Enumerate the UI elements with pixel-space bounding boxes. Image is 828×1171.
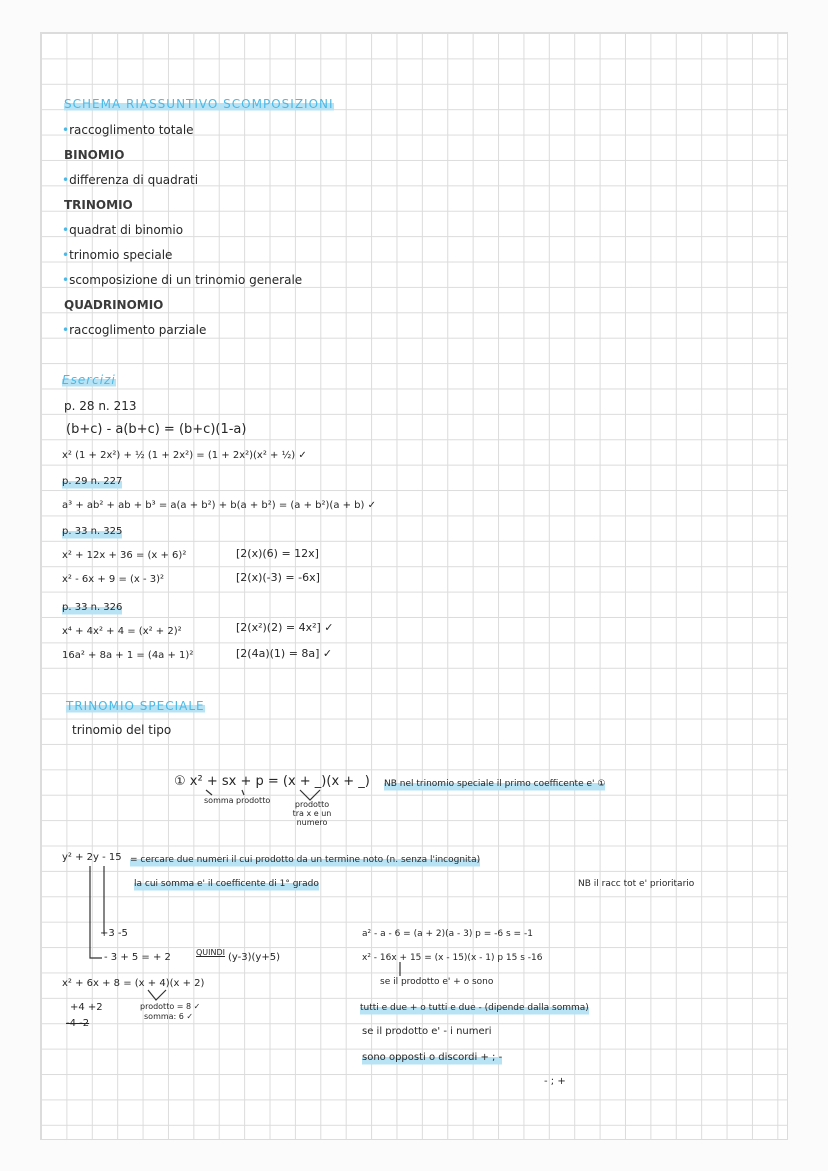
note-nb: NB nel trinomio speciale il primo coefficente e' ① — [384, 776, 605, 792]
exercise-check: [2(x)(6) = 12x] — [236, 547, 319, 560]
right-line: - ; + — [544, 1076, 566, 1087]
section-title: TRINOMIO SPECIALE — [66, 699, 205, 713]
quindi-label: QUINDI — [196, 948, 226, 957]
exercise-line: (b+c) - a(b+c) = (b+c)(1-a) — [66, 422, 247, 437]
right-line: tutti e due + o tutti e due - (dipende dalla somma) — [360, 1000, 589, 1016]
label-somma: somma — [204, 796, 234, 805]
right-line: se il prodotto e' - i numeri — [362, 1026, 492, 1037]
exercise-line: x² + 12x + 36 = (x + 6)² — [62, 550, 187, 561]
page-reference: p. 28 n. 213 — [64, 399, 137, 413]
pair-line: - 3 + 5 = + 2 — [104, 952, 171, 963]
page-reference: p. 33 n. 326 — [62, 600, 122, 616]
exercise-check: [2(x)(-3) = -6x] — [236, 571, 320, 584]
exercise-line: a³ + ab² + ab + b³ = a(a + b²) + b(a + b²) = (a + b²)(a + b) ✓ — [62, 500, 376, 511]
exercise-line: 16a² + 8a + 1 = (4a + 1)² — [62, 650, 194, 661]
exercise-line: x² - 6x + 9 = (x - 3)² — [62, 574, 165, 585]
formula: ① x² + sx + p = (x + _)(x + _) — [174, 774, 370, 789]
example-text: la cui somma e' il coefficente di 1° grado — [134, 876, 319, 892]
example-2-sum: somma: 6 ✓ — [144, 1012, 194, 1021]
section-label: QUADRINOMIO — [64, 298, 164, 312]
list-item: •trinomio speciale — [62, 248, 173, 262]
exercise-check: [2(4a)(1) = 8a] ✓ — [236, 647, 333, 660]
note-nb: NB il racc tot e' prioritario — [578, 879, 695, 889]
page-reference: p. 29 n. 227 — [62, 474, 122, 490]
subtitle: trinomio del tipo — [72, 723, 172, 737]
section-label: BINOMIO — [64, 148, 125, 162]
label-prodotto-tra: prodotto tra x e un numero — [292, 800, 332, 827]
section-title: Esercizi — [62, 373, 116, 387]
example-text: = cercare due numeri il cui prodotto da un termine noto (n. senza l'incognita) — [130, 852, 480, 868]
result: (y-3)(y+5) — [228, 952, 280, 963]
right-line: a² - a - 6 = (a + 2)(a - 3) p = -6 s = -1 — [362, 929, 533, 939]
list-item: •differenza di quadrati — [62, 173, 199, 187]
exercise-check: [2(x²)(2) = 4x²] ✓ — [236, 621, 334, 634]
exercise-line: x² (1 + 2x²) + ½ (1 + 2x²) = (1 + 2x²)(x² + ½) ✓ — [62, 450, 307, 461]
example-2: x² + 6x + 8 = (x + 4)(x + 2) — [62, 978, 205, 989]
list-item: •scomposizione di un trinomio generale — [62, 273, 303, 287]
page-reference: p. 33 n. 325 — [62, 524, 122, 540]
label-prodotto: prodotto — [236, 796, 271, 805]
list-item: •raccoglimento parziale — [62, 323, 207, 337]
right-line: x² - 16x + 15 = (x - 15)(x - 1) p 15 s -16 — [362, 953, 543, 963]
list-item: •raccoglimento totale — [62, 123, 194, 137]
example-2-product: prodotto = 8 ✓ — [140, 1002, 201, 1011]
list-item: •quadrat di binomio — [62, 223, 184, 237]
page-title: SCHEMA RIASSUNTIVO SCOMPOSIZIONI — [64, 97, 334, 111]
example-2-pair: +4 +2 — [70, 1002, 103, 1013]
pair-line: +3 -5 — [100, 928, 128, 939]
example-head: y² + 2y - 15 — [62, 852, 122, 863]
exercise-line: x⁴ + 4x² + 4 = (x² + 2)² — [62, 626, 182, 637]
right-line: sono opposti o discordi + ; - — [362, 1050, 502, 1066]
section-label: TRINOMIO — [64, 198, 133, 212]
example-2-pair: -4 -2 — [66, 1018, 90, 1029]
right-line: se il prodotto e' + o sono — [380, 977, 494, 987]
